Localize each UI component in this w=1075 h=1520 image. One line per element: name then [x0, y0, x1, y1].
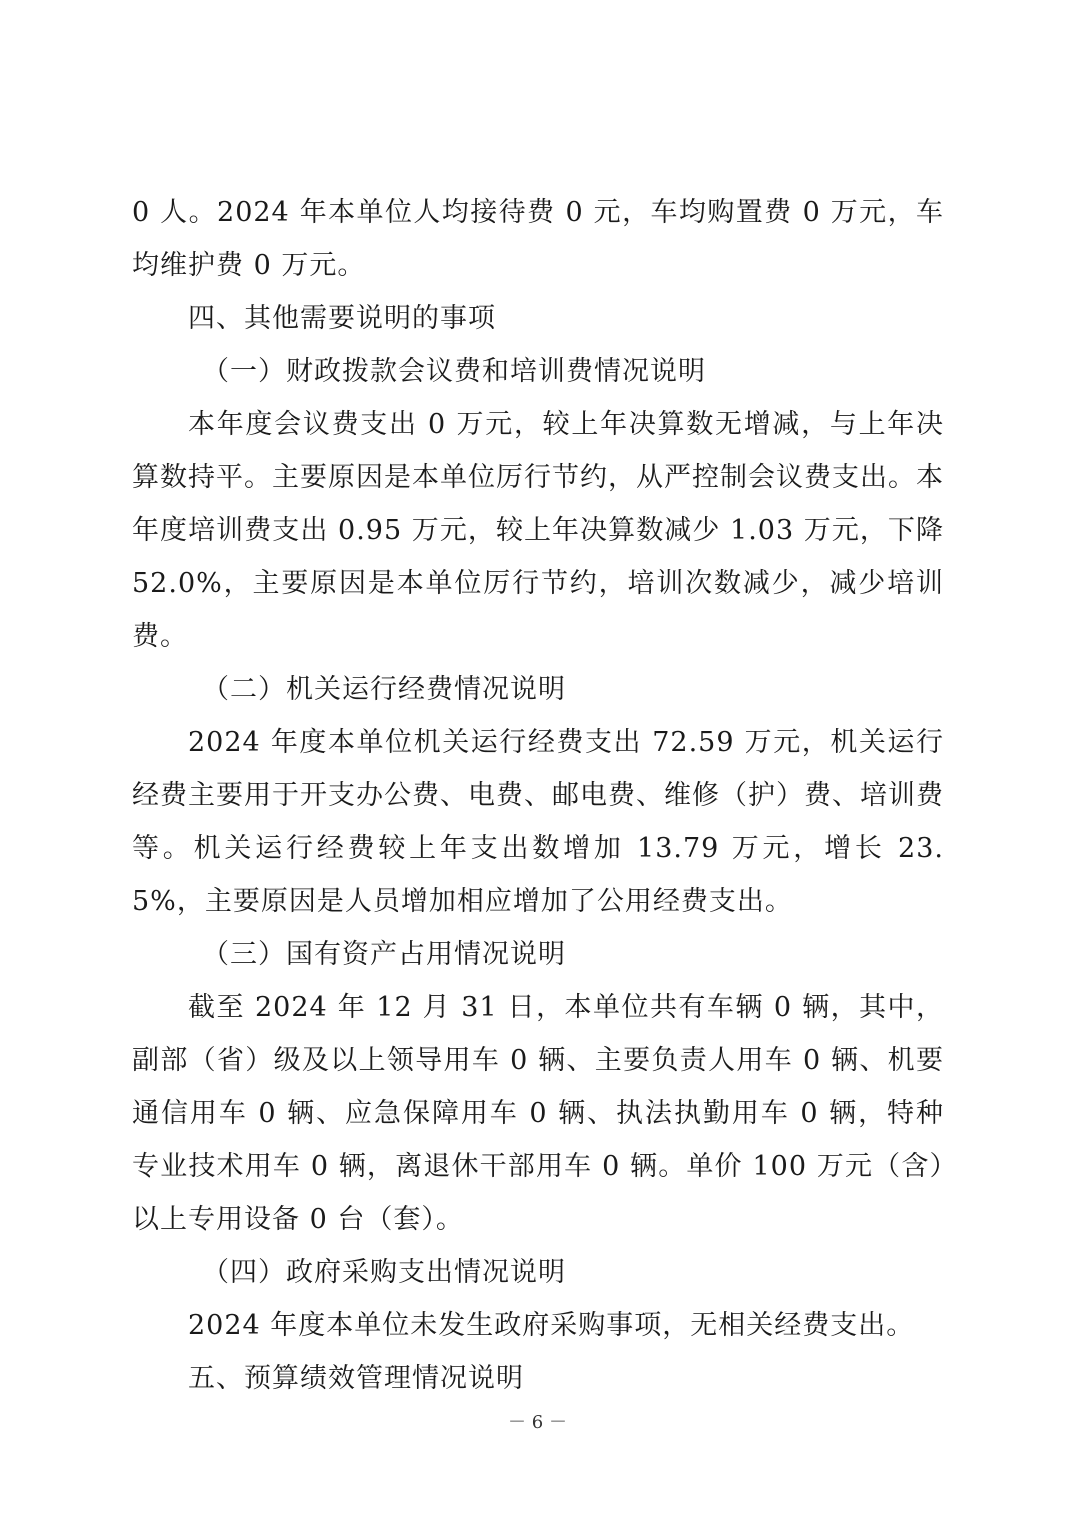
- subsection-heading-state-assets: （三）国有资产占用情况说明: [202, 939, 566, 970]
- subsection-heading-procurement: （四）政府采购支出情况说明: [202, 1257, 566, 1288]
- subsection-heading-meeting-training: （一）财政拨款会议费和培训费情况说明: [202, 356, 706, 387]
- subsection-heading-operating-costs: （二）机关运行经费情况说明: [202, 674, 566, 705]
- paragraph-hospitality-costs: 0 人。2024 年本单位人均接待费 0 元，车均购置费 0 万元，车均维护费 0 万元。: [132, 197, 944, 281]
- section-heading-performance: 五、预算绩效管理情况说明: [188, 1363, 524, 1394]
- section-heading-other-matters: 四、其他需要说明的事项: [188, 303, 496, 334]
- paragraph-operating-costs: 2024 年度本单位机关运行经费支出 72.59 万元，机关运行经费主要用于开支办公费、电费、邮电费、维修（护）费、培训费等。机关运行经费较上年支出数增加 13.79 万元，增长 23.5%，主要原因是人员增加相应增加了公用经费支出。: [132, 727, 944, 917]
- page-number: － 6 －: [508, 1412, 567, 1433]
- paragraph-state-assets: 截至 2024 年 12 月 31 日，本单位共有车辆 0 辆，其中，副部（省）级及以上领导用车 0 辆、主要负责人用车 0 辆、机要通信用车 0 辆、应急保障用车 0 辆、执法执勤用车 0 辆，特种专业技术用车 0 辆，离退休干部用车 0 辆。单价 100 万元（含）以上专用设备 0 台（套）。: [132, 992, 944, 1235]
- document-body: [132, 186, 944, 1405]
- paragraph-meeting-training: 本年度会议费支出 0 万元，较上年决算数无增减，与上年决算数持平。主要原因是本单位厉行节约，从严控制会议费支出。本年度培训费支出 0.95 万元，较上年决算数减少 1.03 万元，下降 52.0%，主要原因是本单位厉行节约，培训次数减少，减少培训费。: [132, 409, 944, 652]
- paragraph-procurement: 2024 年度本单位未发生政府采购事项，无相关经费支出。: [188, 1310, 915, 1341]
